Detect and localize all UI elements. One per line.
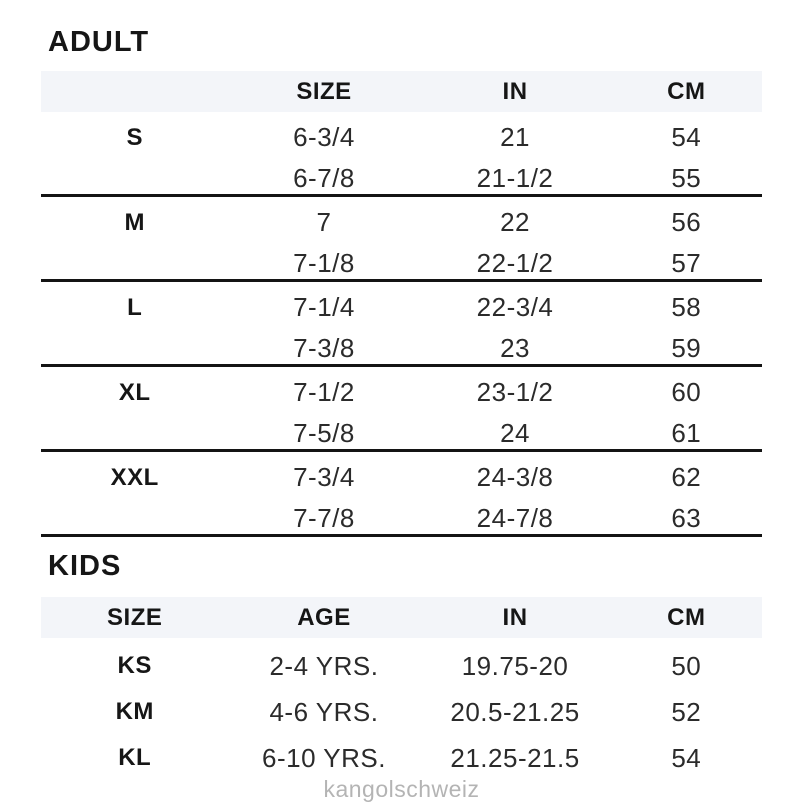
adult-table-body: [41, 112, 762, 537]
table-cell: 58: [671, 292, 702, 322]
table-cell: 6-3/4: [293, 122, 355, 152]
kids-table-body: [41, 638, 762, 776]
table-cell: 7-5/8: [293, 418, 355, 448]
table-row: [41, 197, 762, 238]
table-cell: 54: [671, 122, 702, 152]
size-label-cell: M: [124, 208, 145, 236]
table-cell: 2-4 YRS.: [269, 650, 379, 681]
table-cell: 6-7/8: [293, 163, 355, 193]
table-cell: 63: [671, 503, 702, 533]
table-cell: 22-1/2: [476, 248, 554, 278]
size-group: [41, 282, 762, 367]
table-row: [41, 323, 762, 364]
adult-table-header-row: [41, 71, 762, 112]
table-cell: 21-1/2: [476, 163, 554, 193]
kids-size-table: [41, 597, 762, 776]
table-row: [41, 452, 762, 493]
column-header: AGE: [297, 603, 351, 631]
size-label-cell: KM: [115, 698, 154, 725]
table-cell: 7: [316, 207, 332, 237]
table-cell: 7-1/2: [293, 377, 355, 407]
table-cell: 24-3/8: [476, 462, 554, 492]
adult-section: [41, 0, 762, 537]
table-cell: 62: [671, 462, 702, 492]
table-cell: 24: [500, 418, 530, 448]
table-row: [41, 638, 762, 684]
table-row: [41, 493, 762, 534]
column-header: IN: [502, 603, 528, 631]
kids-section: [41, 537, 762, 776]
column-header: SIZE: [107, 603, 163, 631]
table-row: [41, 367, 762, 408]
table-cell: 7-1/8: [293, 248, 355, 278]
watermark-text: kangolschweiz: [323, 776, 480, 802]
table-cell: 21.25-21.5: [450, 742, 580, 773]
table-cell: 22-3/4: [476, 292, 554, 322]
table-cell: 24-7/8: [476, 503, 554, 533]
table-row: [41, 238, 762, 279]
table-cell: 6-10 YRS.: [261, 742, 386, 773]
column-header: IN: [502, 77, 528, 105]
table-cell: 59: [671, 333, 702, 363]
table-cell: 52: [671, 696, 702, 727]
size-group: [41, 367, 762, 452]
size-label-cell: S: [126, 123, 143, 151]
table-row: [41, 153, 762, 194]
size-label-cell: L: [127, 293, 143, 321]
table-cell: 20.5-21.25: [450, 696, 580, 727]
table-cell: 60: [671, 377, 702, 407]
size-chart-content: [41, 0, 762, 801]
size-label-cell: KS: [117, 652, 152, 679]
table-cell: 57: [671, 248, 702, 278]
table-cell: 7-1/4: [293, 292, 355, 322]
kids-section-title: KIDS: [48, 550, 122, 582]
adult-section-title: ADULT: [48, 26, 150, 58]
size-label-cell: XL: [118, 378, 151, 406]
size-group: [41, 452, 762, 537]
table-row: [41, 684, 762, 730]
table-cell: 7-3/4: [293, 462, 355, 492]
size-group: [41, 197, 762, 282]
size-group: [41, 112, 762, 197]
table-cell: 50: [671, 650, 702, 681]
table-cell: 19.75-20: [461, 650, 569, 681]
table-cell: 54: [671, 742, 702, 773]
table-cell: 21: [500, 122, 530, 152]
table-cell: 23-1/2: [476, 377, 554, 407]
table-row: [41, 112, 762, 153]
size-label-cell: KL: [118, 744, 152, 771]
size-label-cell: XXL: [110, 463, 159, 491]
column-header: CM: [667, 603, 706, 631]
adult-size-table: [41, 71, 762, 537]
column-header: CM: [667, 77, 706, 105]
table-cell: 61: [671, 418, 702, 448]
table-cell: 7-7/8: [293, 503, 355, 533]
table-cell: 22: [500, 207, 530, 237]
table-cell: 56: [671, 207, 702, 237]
table-cell: 55: [671, 163, 702, 193]
table-row: [41, 408, 762, 449]
table-row: [41, 282, 762, 323]
table-cell: 23: [500, 333, 530, 363]
kids-table-header-row: [41, 597, 762, 638]
column-header: SIZE: [296, 77, 352, 105]
table-row: [41, 730, 762, 776]
table-cell: 7-3/8: [293, 333, 355, 363]
table-cell: 4-6 YRS.: [269, 696, 379, 727]
